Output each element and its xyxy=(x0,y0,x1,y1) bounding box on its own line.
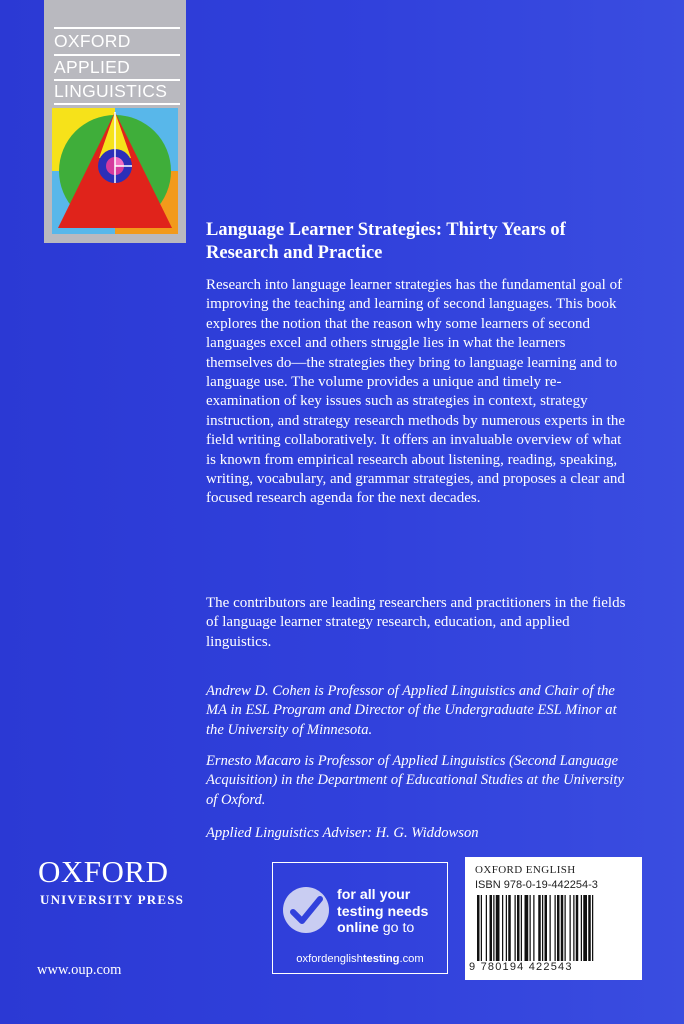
series-divider xyxy=(54,54,180,56)
barcode-bar xyxy=(496,895,500,961)
isbn-label: OXFORD ENGLISH xyxy=(475,864,576,876)
checkmark-circle-icon xyxy=(281,885,331,935)
isbn-number: ISBN 978-0-19-442254-3 xyxy=(475,879,598,891)
barcode-bar xyxy=(508,895,511,961)
promo-line3 xyxy=(337,920,447,937)
barcode-digits: 9 780194 422543 xyxy=(469,961,573,973)
barcode-bar xyxy=(555,895,556,961)
barcode-bar xyxy=(573,895,574,961)
series-divider xyxy=(54,27,180,29)
isbn-panel xyxy=(465,857,642,980)
promo-line2: testing needs xyxy=(337,903,429,920)
promo-line1: for all your xyxy=(337,887,411,903)
barcode-bar xyxy=(557,895,560,961)
barcode-bar xyxy=(550,895,551,961)
barcode-bar xyxy=(506,895,507,961)
publisher-logo-name: OXFORD xyxy=(38,854,169,889)
barcode-bar xyxy=(490,895,493,961)
barcode-bar xyxy=(588,895,591,961)
barcode-bar xyxy=(538,895,541,961)
book-title: Language Learner Strategies: Thirty Years of Research and Practice xyxy=(206,220,566,263)
barcode-bar xyxy=(502,895,503,961)
barcode-bar xyxy=(576,895,579,961)
series-divider xyxy=(54,103,180,105)
book-contributors: The contributors are leading researchers and practitioners in the fields of language learner strategy research, education, and applied linguistics. xyxy=(206,595,626,650)
promo-url-post: .com xyxy=(399,953,424,965)
publisher-logo-subtitle: UNIVERSITY PRESS xyxy=(40,892,185,907)
barcode-bar xyxy=(570,895,571,961)
barcode-bar xyxy=(581,895,582,961)
barcode-bar xyxy=(530,895,531,961)
barcode-bar xyxy=(517,895,520,961)
barcode-bar xyxy=(486,895,487,961)
barcode-bar xyxy=(521,895,522,961)
barcode-bar xyxy=(583,895,587,961)
series-title-line2: APPLIED xyxy=(54,57,131,77)
barcode-bar xyxy=(592,895,593,961)
barcode xyxy=(477,895,632,961)
barcode-bar xyxy=(493,895,494,961)
author-bio-macaro: Ernesto Macaro is Professor of Applied Linguistics (Second Language Acquisition) in the Department of Educational Studies at the University of Oxford. xyxy=(206,753,624,808)
publisher-website[interactable]: www.oup.com xyxy=(37,962,122,978)
series-title-line3: LINGUISTICS xyxy=(54,81,168,101)
series-adviser: Applied Linguistics Adviser: H. G. Widdowson xyxy=(206,825,479,841)
barcode-bar xyxy=(561,895,564,961)
compass-triangle-logo xyxy=(52,108,178,234)
series-badge xyxy=(44,0,186,243)
barcode-bar xyxy=(533,895,534,961)
promo-message xyxy=(337,887,447,937)
promo-line3-bold: online xyxy=(337,920,379,937)
series-title-line1: OXFORD xyxy=(54,31,131,51)
barcode-bar xyxy=(515,895,516,961)
barcode-bar xyxy=(542,895,543,961)
barcode-bar xyxy=(477,895,480,961)
promo-url-bold: testing xyxy=(362,953,400,965)
barcode-bar xyxy=(481,895,482,961)
promo-line3-rest: go to xyxy=(378,920,415,937)
barcode-bar xyxy=(565,895,566,961)
barcode-bar xyxy=(525,895,529,961)
testing-promo-box xyxy=(272,862,448,974)
book-description: Research into language learner strategies has the fundamental goal of improving the teaching and learning of second languages. This book explores the notion that the reason why some learners of second languages excel and others struggle lies in what the learners themselves do—the strategies they bring to language learning and to language use. The volume provides a unique and timely re-examination of key issues such as strategies in context, strategy instruction, and strategy research methods by numerous experts in the field writing collaboratively. It offers an invaluable overview of what is known from empirical research about listening, reading, speaking, writing, vocabulary, and grammar strategies, and proposes a clear and focused research agenda for the next decades. xyxy=(206,277,626,507)
barcode-bar xyxy=(545,895,548,961)
promo-url-pre: oxfordenglish xyxy=(296,953,363,965)
author-bio-cohen: Andrew D. Cohen is Professor of Applied Linguistics and Chair of the MA in ESL Program and Director of the Undergraduate ESL Minor at the University of Minnesota. xyxy=(206,683,617,738)
promo-url[interactable] xyxy=(273,953,447,965)
